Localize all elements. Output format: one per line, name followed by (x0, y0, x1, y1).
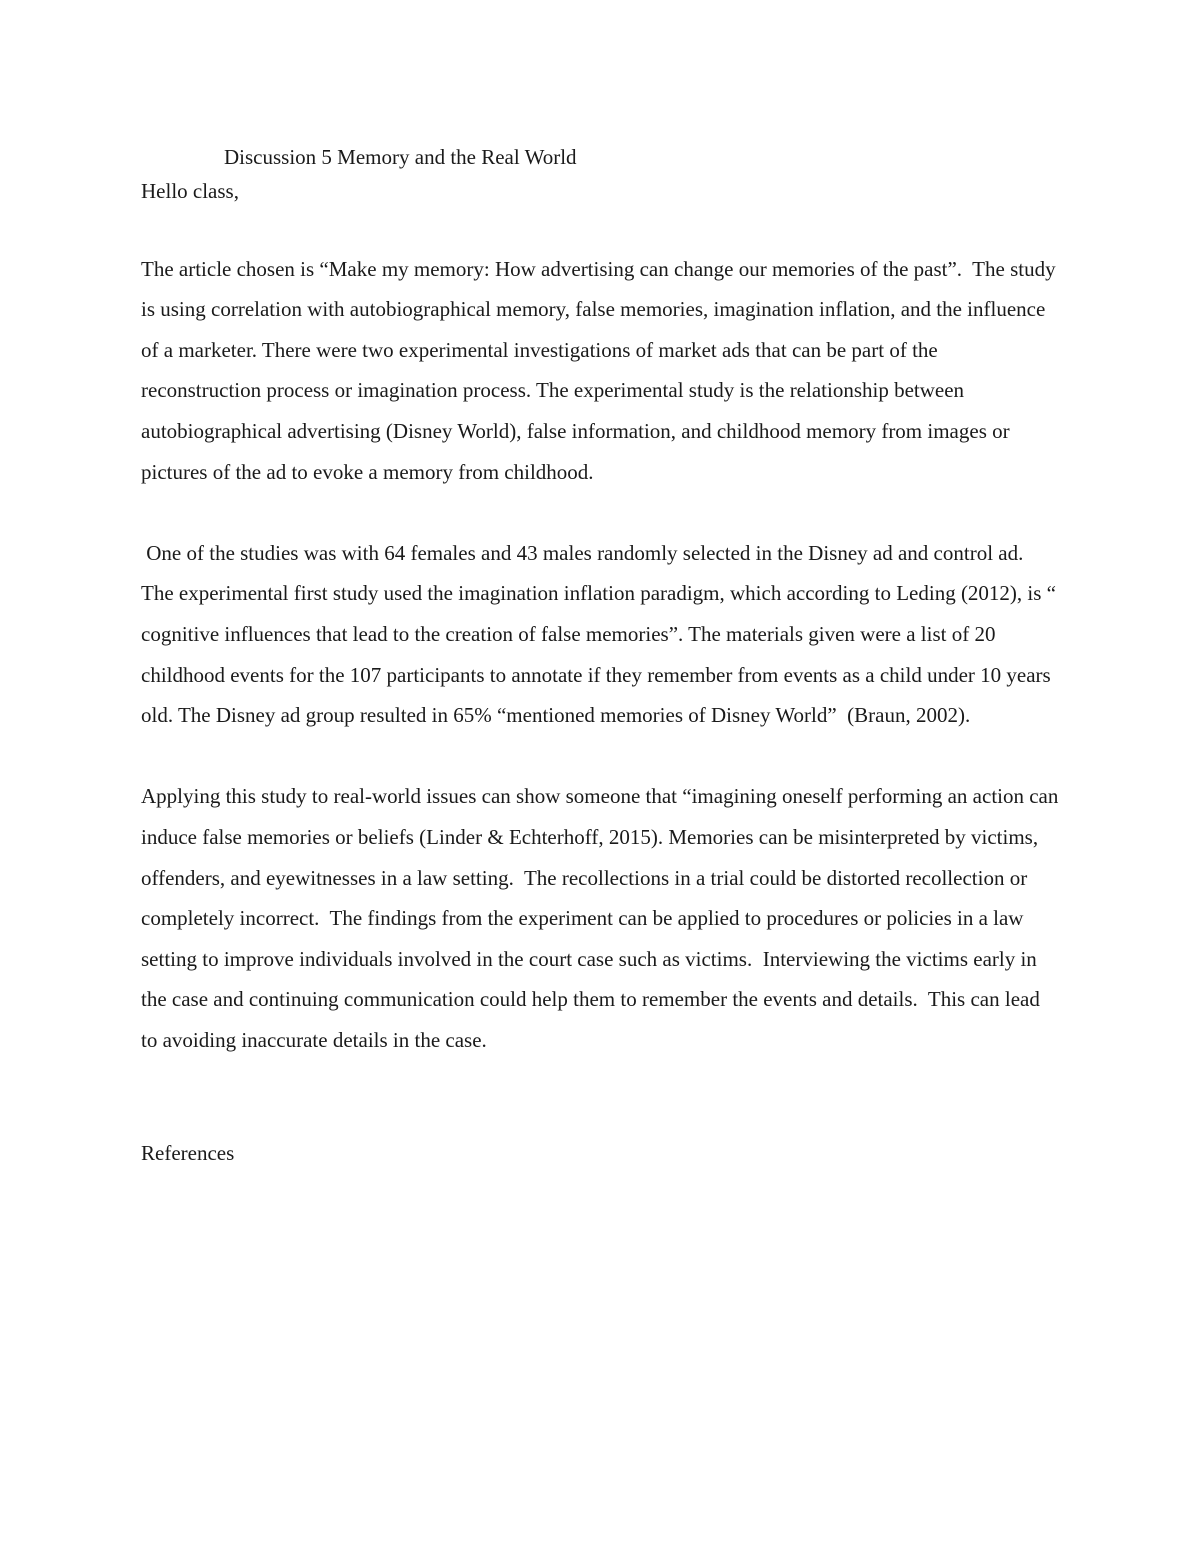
paragraph-spacer (141, 208, 1061, 249)
greeting-line: Hello class, (141, 179, 239, 203)
paragraph-study-details: One of the studies was with 64 females and 43 males randomly selected in the Disney ad and control ad. The experimental first study used the imagination inflation paradigm, which according to Leding (2012), is “ cognitive influences that lead to the creation of false memories”. The materials given were a list of 20 childhood events for the 107 participants to annotate if they remember from events as a child under 10 years old. The Disney ad group resulted in 65% “mentioned memories of Disney World” (Braun, 2002). (141, 540, 1062, 728)
paragraph-spacer (141, 736, 1061, 777)
references-heading: References (141, 1141, 235, 1166)
paragraph-real-world-application: Applying this study to real-world issues can show someone that “imagining oneself performing an action can induce false memories or beliefs (Linder & Echterhoff, 2015). Memories can be misinterpreted by victims, offenders, and eyewitnesses in a law setting. The recollections in a trial could be distorted recollection or completely incorrect. The findings from the experiment can be applied to procedures or policies in a law setting to improve individuals involved in the court case such as victims. Interviewing the victims early in the case and continuing communication could help them to remember the events and details. This can lead to avoiding inaccurate details in the case. (141, 784, 1064, 1052)
document-title: Discussion 5 Memory and the Real World (224, 145, 577, 169)
paragraph-article-summary: The article chosen is “Make my memory: How advertising can change our memories of the past”. The study is using correlation with autobiographical memory, false memories, imagination inflation, and the influence of a marketer. There were two experimental investigations of market ads that can be part of the reconstruction process or imagination process. The experimental study is the relationship between autobiographical advertising (Disney World), false information, and childhood memory from images or pictures of the ad to evoke a memory from childhood. (141, 256, 1061, 484)
document-body (141, 140, 1064, 1174)
paragraph-spacer (141, 1060, 1061, 1133)
paragraph-spacer (141, 492, 1061, 533)
